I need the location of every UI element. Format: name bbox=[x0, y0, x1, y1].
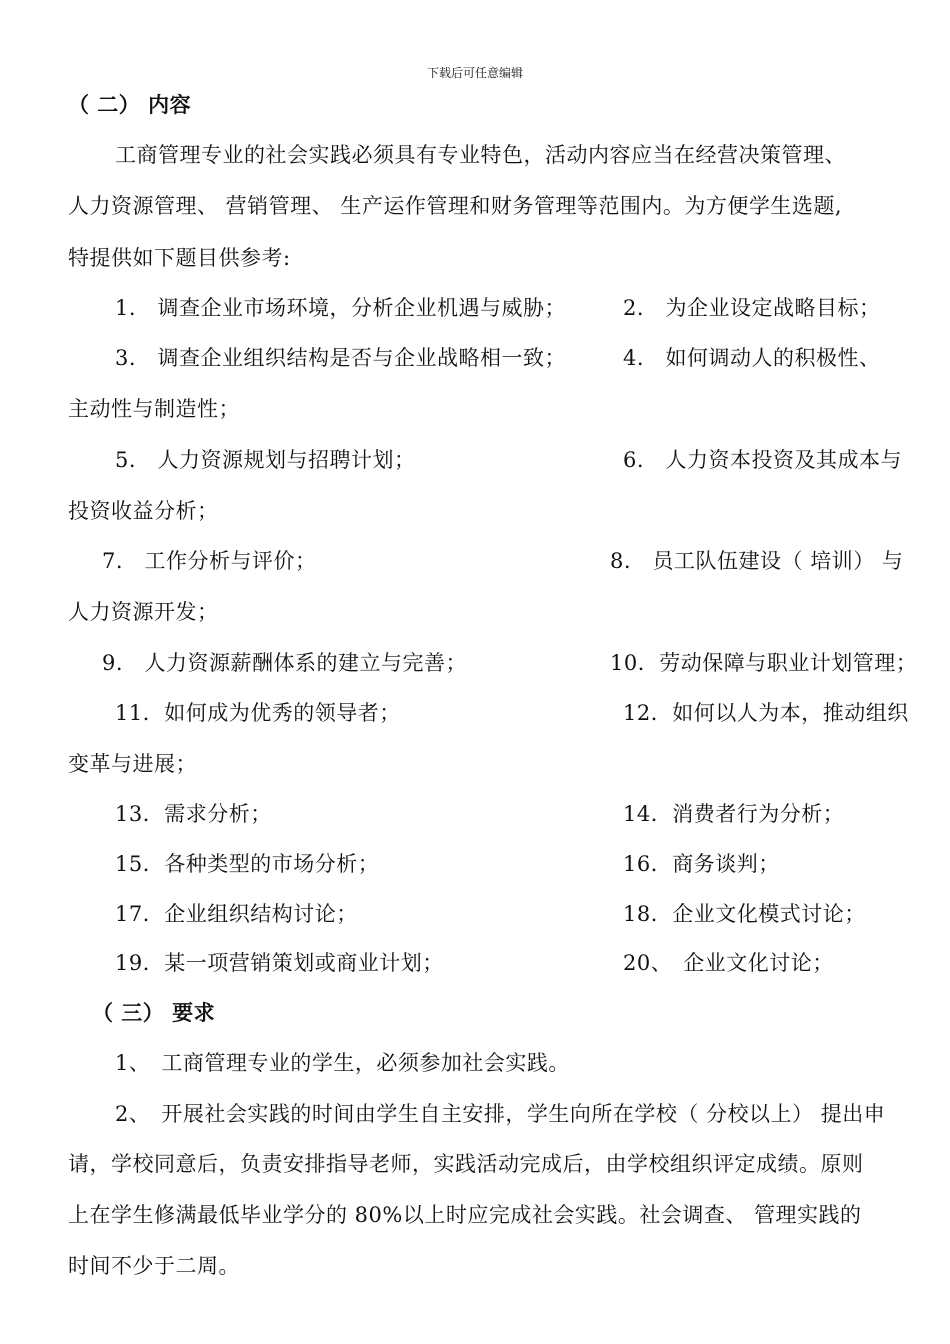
topic-item: 12．如何以人为本，推动组织 bbox=[623, 701, 909, 725]
requirement-item-2-line: 时间不少于二周。 bbox=[68, 1254, 240, 1278]
intro-line-2: 人力资源管理、 营销管理、 生产运作管理和财务管理等范围内。为方便学生选题, bbox=[68, 194, 843, 218]
topic-item: 18．企业文化模式讨论； bbox=[623, 902, 866, 926]
topic-item: 9. 人力资源薪酬体系的建立与完善； bbox=[102, 651, 468, 675]
intro-line-3: 特提供如下题目供参考: bbox=[68, 246, 291, 270]
topic-item: 20、 企业文化讨论； bbox=[623, 951, 834, 975]
requirement-item-2-line: 请，学校同意后，负责安排指导老师，实践活动完成后，由学校组织评定成绩。原则 bbox=[68, 1152, 864, 1176]
requirement-item-2-line: 2、 开展社会实践的时间由学生自主安排，学生向所在学校（ 分校以上） 提出申 bbox=[115, 1102, 886, 1126]
requirement-item-1: 1、 工商管理专业的学生，必须参加社会实践。 bbox=[115, 1051, 570, 1075]
section-heading-requirements: （ 三） 要求 bbox=[92, 1001, 216, 1025]
section-heading-content: （ 二） 内容 bbox=[68, 93, 192, 117]
topic-item: 5. 人力资源规划与招聘计划； bbox=[115, 448, 416, 472]
topic-item: 15．各种类型的市场分析； bbox=[115, 852, 380, 876]
topic-item: 7. 工作分析与评价； bbox=[102, 549, 317, 573]
topic-item-continuation: 投资收益分析； bbox=[68, 499, 219, 523]
requirement-item-2-line: 上在学生修满最低毕业学分的 80%以上时应完成社会实践。社会调查、 管理实践的 bbox=[68, 1203, 862, 1227]
topic-item-continuation: 主动性与制造性； bbox=[68, 397, 240, 421]
topic-item: 16．商务谈判； bbox=[623, 852, 780, 876]
topic-item: 3. 调查企业组织结构是否与企业战略相一致； bbox=[115, 346, 567, 370]
header-note: 下载后可任意编辑 bbox=[426, 66, 523, 80]
topic-item: 8. 员工队伍建设（ 培训） 与 bbox=[610, 549, 904, 573]
topic-item: 19．某一项营销策划或商业计划； bbox=[115, 951, 444, 975]
topic-item: 1. 调查企业市场环境，分析企业机遇与威胁； bbox=[115, 296, 567, 320]
topic-item: 4. 如何调动人的积极性、 bbox=[623, 346, 881, 370]
intro-line-1: 工商管理专业的社会实践必须具有专业特色，活动内容应当在经营决策管理、 bbox=[115, 143, 846, 167]
topic-item: 11．如何成为优秀的领导者； bbox=[115, 701, 401, 725]
topic-item: 14．消费者行为分析； bbox=[623, 802, 845, 826]
topic-item: 10．劳动保障与职业计划管理； bbox=[610, 651, 918, 675]
topic-item-continuation: 变革与进展； bbox=[68, 752, 197, 776]
topic-item: 17．企业组织结构讨论； bbox=[115, 902, 358, 926]
topic-item: 13．需求分析； bbox=[115, 802, 272, 826]
topic-item: 6. 人力资本投资及其成本与 bbox=[623, 448, 903, 472]
topic-item-continuation: 人力资源开发； bbox=[68, 600, 219, 624]
topic-item: 2. 为企业设定战略目标； bbox=[623, 296, 881, 320]
